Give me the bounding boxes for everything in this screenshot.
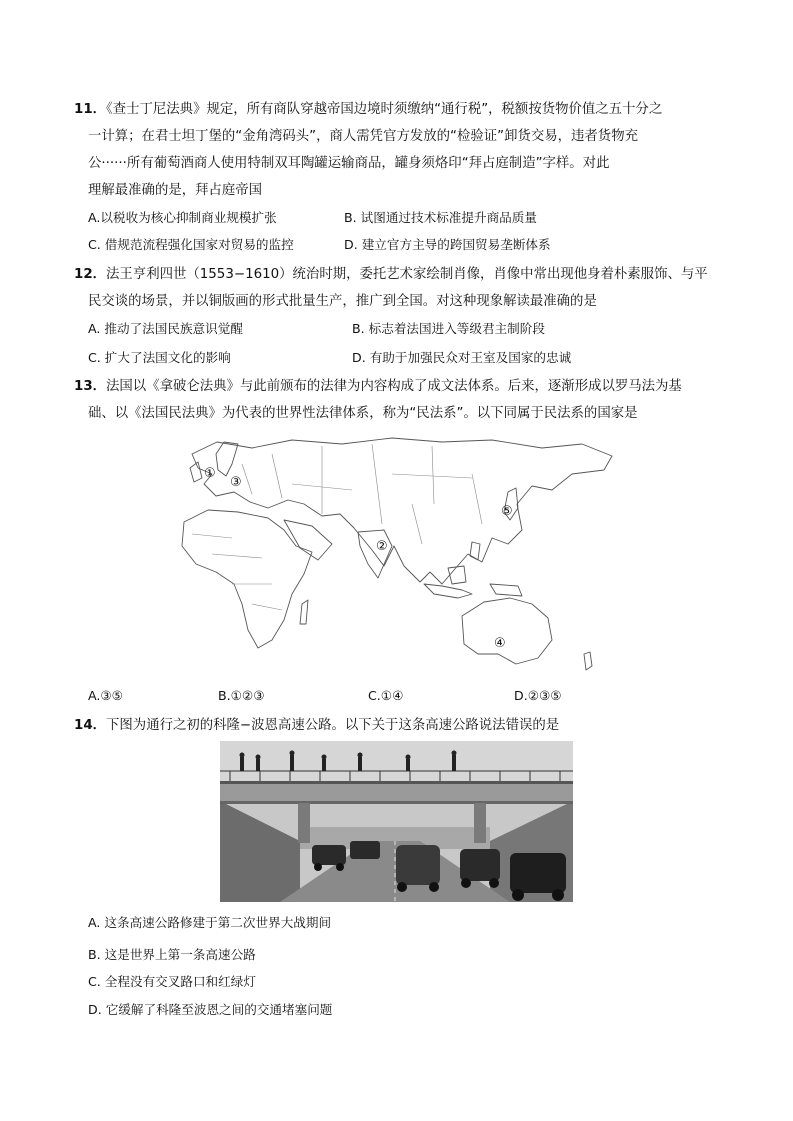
- philippines-outline: [470, 542, 480, 560]
- country-borders: [192, 444, 482, 610]
- map-label-5: ⑤: [501, 504, 513, 519]
- q11-option-a[interactable]: A.以税收为核心抑制商业规模扩张: [88, 210, 277, 225]
- q13-option-d[interactable]: D.②③⑤: [514, 688, 562, 703]
- q12-option-d[interactable]: D. 有助于加强民众对王室及国家的忠诚: [352, 350, 572, 365]
- q11-line-2: 一计算；在君士坦丁堡的“金角湾码头”，商人需凭官方发放的“检验证”卸货交易，违者货物充: [88, 129, 638, 144]
- q11-line-3: 公······所有葡萄酒商人使用特制双耳陶罐运输商品，罐身须烙印“拜占庭制造”字样。对此: [88, 156, 610, 171]
- q12-line-1: [74, 263, 708, 282]
- q11-option-d[interactable]: D. 建立官方主导的跨国贸易垄断体系: [344, 237, 551, 252]
- map-label-2: ②: [376, 539, 388, 554]
- q12-option-c[interactable]: C. 扩大了法国文化的影响: [88, 350, 231, 365]
- map-label-1: ①: [204, 466, 216, 481]
- q12-option-a[interactable]: A. 推动了法国民族意识觉醒: [88, 321, 243, 336]
- q11-number: 11．: [74, 102, 107, 117]
- borneo-outline: [448, 566, 466, 584]
- new-zealand-outline: [584, 652, 592, 670]
- q12-number: 12．: [74, 267, 107, 282]
- q13-number: 13．: [74, 379, 107, 394]
- eurasia-outline: [192, 438, 612, 584]
- scandinavia-outline: [216, 442, 238, 476]
- q14-option-a[interactable]: A. 这条高速公路修建于第二次世界大战期间: [88, 915, 332, 930]
- highway-photo: [220, 741, 573, 902]
- q13-option-b[interactable]: B.①②③: [218, 688, 265, 703]
- indonesia-outline: [424, 584, 472, 598]
- q11-option-b[interactable]: B. 试图通过技术标准提升商品质量: [344, 210, 537, 225]
- q13-option-a[interactable]: A.③⑤: [88, 688, 123, 703]
- q11-option-c[interactable]: C. 借规范流程强化国家对贸易的监控: [88, 237, 294, 252]
- q12-text-1: 法王亨利四世（1553−1610）统治时期，委托艺术家绘制肖像，肖像中常出现他身着朴素服饰、与平: [106, 267, 708, 282]
- q14-number: 14．: [74, 718, 107, 733]
- q14-line-1: [74, 714, 559, 733]
- q13-line-2: 础、以《法国民法典》为代表的世界性法律体系，称为“民法系”。以下同属于民法系的国家是: [88, 406, 638, 421]
- q12-line-2: 民交谈的场景，并以铜版画的形式批量生产，推广到全国。对这种现象解读最准确的是: [88, 294, 597, 309]
- madagascar-outline: [300, 600, 308, 624]
- q14-text-1: 下图为通行之初的科隆−波恩高速公路。以下关于这条高速公路说法错误的是: [106, 718, 560, 733]
- map-label-3: ③: [230, 475, 242, 490]
- q14-option-c[interactable]: C. 全程没有交叉路口和红绿灯: [88, 974, 256, 989]
- new-guinea-outline: [490, 584, 522, 596]
- q11-line-4: 理解最准确的是，拜占庭帝国: [88, 183, 263, 198]
- map-label-4: ④: [494, 636, 506, 651]
- australia-outline: [462, 598, 552, 664]
- q14-option-d[interactable]: D. 它缓解了科隆至波恩之间的交通堵塞问题: [88, 1002, 333, 1017]
- britain-outline: [190, 462, 202, 482]
- q11-line-1: [74, 98, 662, 117]
- world-map: [172, 434, 620, 678]
- q13-text-1: 法国以《拿破仑法典》与此前颁布的法律为内容构成了成文法体系。后来，逐渐形成以罗马法为基: [106, 379, 682, 394]
- africa-outline: [182, 510, 312, 648]
- q13-line-1: [74, 375, 682, 394]
- q13-option-c[interactable]: C.①④: [368, 688, 404, 703]
- q11-text-1: 《查士丁尼法典》规定，所有商队穿越帝国边境时须缴纳“通行税”，税额按货物价值之五十分之: [106, 102, 663, 117]
- highway-photo-drawing: [220, 741, 573, 902]
- q14-option-b[interactable]: B. 这是世界上第一条高速公路: [88, 947, 256, 962]
- q12-option-b[interactable]: B. 标志着法国进入等级君主制阶段: [352, 321, 545, 336]
